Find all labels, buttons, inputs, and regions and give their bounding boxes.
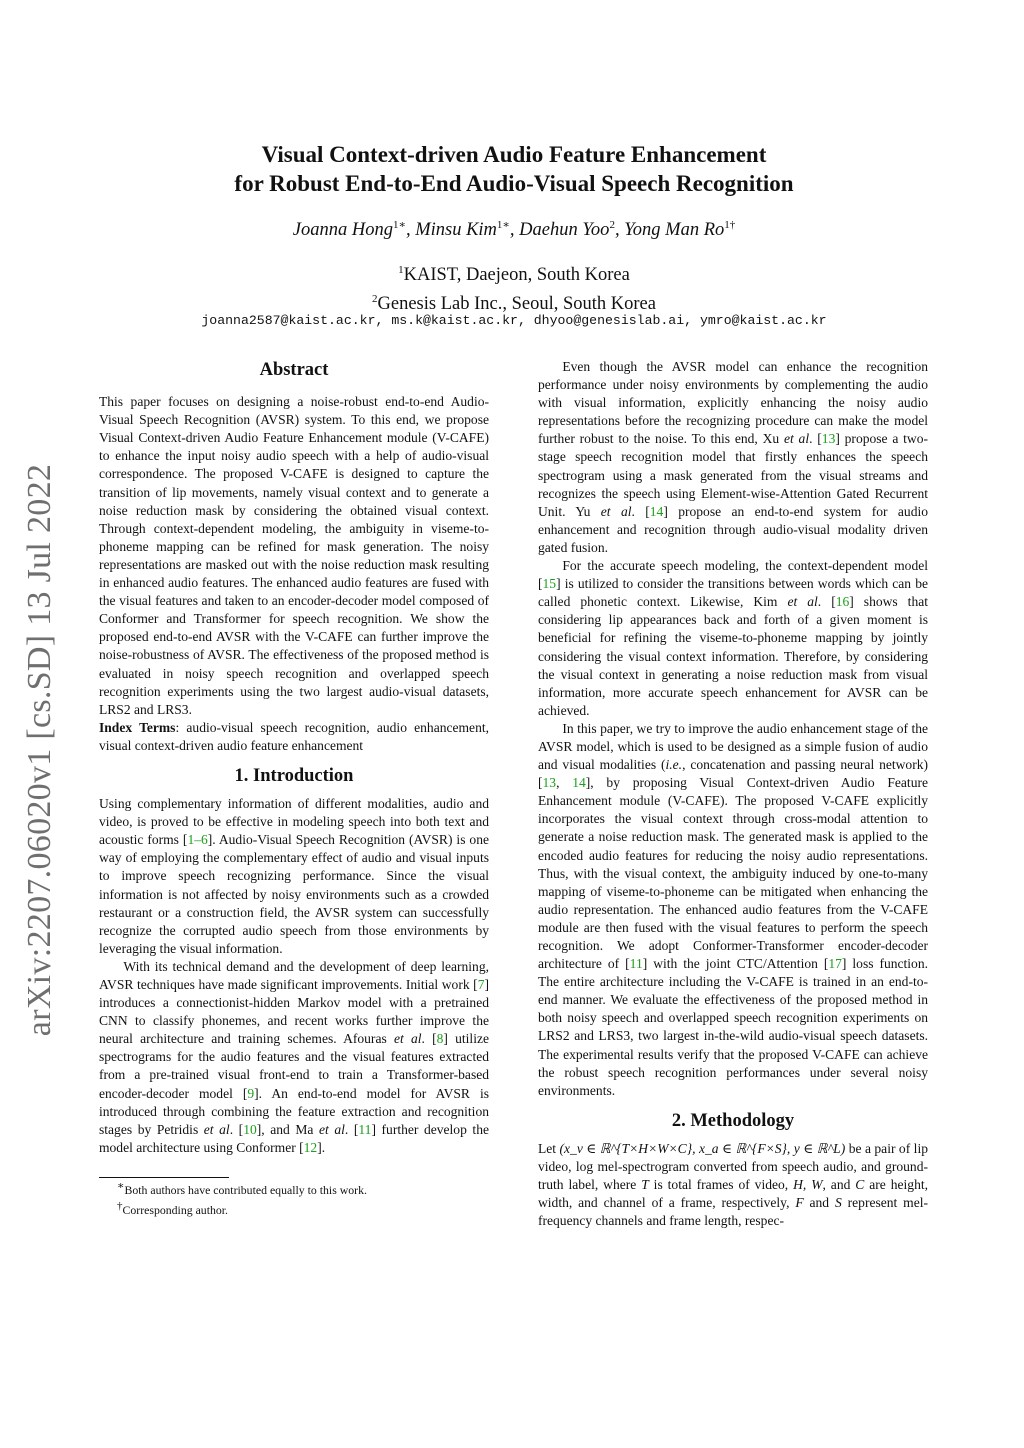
text-run: ] further develop the model architecture using Conformer [ — [99, 1121, 489, 1155]
math-variable: S — [834, 1195, 842, 1211]
affiliation-line — [100, 287, 928, 316]
text-run: et al — [787, 594, 818, 610]
text-run: et al — [600, 503, 632, 519]
citation-link[interactable]: 7 — [477, 977, 485, 992]
affiliations — [100, 258, 928, 316]
citation-link[interactable]: 14 — [572, 775, 586, 791]
left-column — [99, 358, 489, 1218]
text-run: ] with the joint CTC/Attention [ — [642, 956, 829, 972]
text-run: ] propose an end-to-end system for audio enhancement and recognition through audio-visual modality driven gated fusion. — [538, 503, 929, 555]
text-run: be a pair of lip video, log mel-spectrogram converted from speech audio, and ground-truth label, where — [538, 1140, 928, 1193]
arxiv-identifier: arXiv:2207.06020v1 [cs.SD] 13 Jul 2022 — [21, 463, 58, 1037]
author-mark: 1∗ — [496, 219, 510, 231]
text-run: Even though the AVSR model can enhance the recognition performance under noisy environments by complementing the audio with visual information, explicitly enhancing the noisy audio representations before the recognizing procedure can make the model further robust to the noise. To this end, Xu — [538, 359, 928, 447]
text-run: ], and Ma — [256, 1121, 319, 1137]
citation-link[interactable]: 13 — [821, 431, 836, 447]
text-run: ] shows that considering lip appearances back and forth of a given moment is beneficial for refining the viseme-to-phoneme mapping by jointly considering the visual context information. Therefore, by considering the visual context in generating a noise reduction mask from visual information, more accurate speech enhancement for AVSR can be achieved. — [538, 594, 928, 718]
citation-link[interactable]: 13 — [542, 775, 557, 791]
affiliation-mark: 1 — [398, 264, 404, 276]
text-run: , — [556, 775, 573, 791]
footnote-text: Corresponding author. — [122, 1202, 229, 1217]
citation-link[interactable]: 8 — [436, 1031, 444, 1047]
text-run: . [ — [229, 1121, 244, 1137]
text-run: and — [803, 1195, 835, 1211]
text-run: ] introduces a connectionist-hidden Markov model with a pretrained CNN to classify phonemes, and recent works further improve the neural architecture and training schemes. Afouras — [99, 977, 489, 1047]
intro-paragraph-3 — [538, 358, 928, 557]
text-run: i.e. — [665, 757, 683, 773]
author-separator: , — [509, 220, 520, 241]
text-run: ]. An end-to-end model for AVSR is introduced through combining the feature extraction and recognition stages by Petridis — [99, 1085, 489, 1137]
text-run: , and — [822, 1177, 856, 1193]
affiliation-mark: 2 — [372, 293, 378, 306]
text-run: ] loss function. The entire architecture including the V-CAFE is trained in an end-to-end manner. We evaluate the effectiveness of the proposed method in both noisy speech and overlapped speech recognition experiments on LRS2 and LRS3, two largest in-the-wild audio-visual speech datasets. The experimental results verify that the proposed V-CAFE can achieve the robust speech recognition performances under several noisy environments. — [538, 956, 928, 1098]
citation-link[interactable]: 15 — [542, 576, 557, 592]
affiliation-text: Genesis Lab Inc., Seoul, South Korea — [377, 294, 656, 315]
author-separator: , — [614, 220, 625, 241]
text-run: . [ — [421, 1031, 437, 1047]
citation-link[interactable]: 14 — [649, 503, 664, 519]
citation-link[interactable]: 9 — [247, 1085, 255, 1101]
index-terms-label: Index Terms — [99, 719, 176, 735]
math-variable: C — [855, 1177, 865, 1193]
footnote-2 — [99, 1198, 489, 1218]
text-run: et al — [783, 431, 810, 447]
citation-link[interactable]: 17 — [828, 956, 842, 972]
text-run: Let — [538, 1140, 560, 1156]
intro-paragraph-5 — [538, 720, 928, 1100]
text-run: Using complementary information of different modalities, audio and video, is proved to be effective in modeling speech into both text and acoustic forms [ — [99, 796, 489, 848]
introduction-heading: 1. Introduction — [234, 765, 354, 786]
text-run: et al — [393, 1031, 422, 1047]
right-column — [538, 358, 928, 1230]
text-run: ] is utilized to consider the transitions between words which can be called phonetic context. Likewise, Kim — [538, 576, 928, 610]
index-terms-text: : audio-visual speech recognition, audio enhancement, visual context-driven audio feature enhancement — [99, 719, 489, 753]
intro-paragraph-4 — [538, 557, 928, 720]
author-separator: , — [405, 220, 416, 241]
text-run: . [ — [809, 431, 822, 447]
text-run: ]. Audio-Visual Speech Recognition (AVSR) is one way of employing the complementary effect of audio and visual inputs to improve speech recognizing performance. Since the visual information is not affected by noisy environments such as a crowded restaurant or a construction field, the AVSR system can successfully recognize the corrupted audio speech from those environments by leveraging the visual information. — [99, 832, 489, 956]
paper-title — [100, 140, 928, 198]
affiliation-line — [100, 258, 928, 287]
text-run: . [ — [817, 594, 836, 610]
text-run: . [ — [631, 503, 650, 519]
affiliation-text: KAIST, Daejeon, South Korea — [403, 265, 630, 286]
title-line-1: Visual Context-driven Audio Feature Enhancement — [261, 142, 767, 167]
math-variable: T — [641, 1177, 649, 1193]
text-run: ] utilize spectrograms for the audio features and the visual features extracted from a pre-trained visual front-end to train a Transformer-based encoder-decoder model [ — [99, 1031, 489, 1101]
math-expression: (x_v ∈ ℝ^{T×H×W×C}, x_a ∈ ℝ^{F×S}, y ∈ ℝ^L) — [559, 1140, 846, 1156]
footnote-mark: † — [117, 1199, 123, 1212]
author-emails: joanna2587@kaist.ac.kr, ms.k@kaist.ac.kr, dhyoo@genesislab.ai, ymro@kaist.ac.kr — [201, 313, 827, 328]
text-run: is total frames of video, — [648, 1177, 794, 1193]
math-variable: F — [795, 1195, 804, 1211]
methodology-heading: 2. Methodology — [671, 1110, 795, 1131]
methodology-paragraph-1 — [538, 1140, 928, 1230]
citation-link[interactable]: 12 — [303, 1139, 318, 1155]
text-run: For the accurate speech modeling, the context-dependent model [ — [538, 558, 928, 592]
text-run: , concatenation and passing neural network) [ — [538, 757, 928, 791]
citation-link[interactable]: 11 — [358, 1121, 372, 1137]
citation-link[interactable]: 16 — [835, 594, 850, 610]
footnote-1 — [99, 1178, 489, 1198]
intro-paragraph-1 — [99, 795, 489, 958]
author-mark: 1∗ — [392, 219, 406, 231]
author-name: Joanna Hong — [292, 220, 393, 241]
title-line-2: for Robust End-to-End Audio-Visual Speech Recognition — [234, 171, 794, 196]
text-run: represent mel-frequency channels and frame length, respec- — [538, 1195, 929, 1229]
author-name: Minsu Kim — [415, 220, 497, 241]
intro-paragraph-2 — [99, 958, 489, 1157]
footnote-mark: ∗ — [117, 1179, 125, 1192]
text-run: ] propose a two-stage speech recognition model that firstly enhances the speech spectrogram using a mask generated from the visual streams and recognizes the speech using Element-wise-Attention Gated Recurrent Unit. Yu — [538, 431, 928, 519]
text-run: ]. — [317, 1139, 326, 1155]
text-run: ], by proposing Visual Context-driven Audio Feature Enhancement module (V-CAFE). The proposed V-CAFE explicitly incorporates the visual context through cross-modal attention to generate a noise reduction mask. The generated mask is applied to the encoded audio features for reducing the noisy audio representations. Thus, with the visual context, the ambiguity induced by one-to-many mapping of viseme-to-phoneme can be mitigated when enhancing the audio representation. The enhanced audio features from the V-CAFE module are then fused with the visual features to perform the speech recognition. We adopt Conformer-Transformer encoder-decoder architecture of [ — [538, 775, 928, 972]
footnote-text: Both authors have contributed equally to this work. — [124, 1182, 367, 1197]
author-mark: 1† — [724, 219, 736, 231]
text-run: With its technical demand and the development of deep learning, AVSR techniques have made significant improvements. Initial work [ — [99, 958, 489, 992]
index-terms — [99, 719, 489, 755]
citation-link[interactable]: 10 — [243, 1121, 257, 1137]
author-list — [100, 218, 928, 241]
abstract-heading: Abstract — [259, 360, 329, 380]
citation-link[interactable]: 11 — [629, 956, 643, 972]
author-name: Yong Man Ro — [624, 220, 725, 241]
abstract-body: This paper focuses on designing a noise-robust end-to-end Audio-Visual Speech Recognition (AVSR) system. To this end, we propose Visual Context-driven Audio Feature Enhancement module (V-CAFE) to enhance the input noisy audio speech with a help of audio-visual correspondence. The proposed V-CAFE is designed to capture the transition of lip movements, namely visual context and to generate a noise reduction mask by considering the obtained visual context. Through context-dependent modeling, the ambiguity in viseme-to-phoneme mapping can be refined for mask generation. The noisy representations are masked out with the noise reduction mask resulting in enhanced audio features. The enhanced audio features are fused with the visual features and taken to an encoder-decoder model composed of Conformer and Transformer for speech recognition. We show the proposed end-to-end AVSR with the V-CAFE can further improve the noise-robustness of AVSR. The effectiveness of the proposed method is evaluated in noisy speech recognition and overlapped speech recognition experiments using the two largest audio-visual datasets, LRS2 and LRS3. — [99, 394, 489, 717]
citation-link[interactable]: 1–6 — [187, 832, 208, 848]
author-mark: 2 — [609, 219, 615, 231]
text-run: et al — [319, 1121, 345, 1137]
arxiv-sidebar — [10, 440, 70, 1060]
text-run: et al — [203, 1121, 230, 1137]
author-name: Daehun Yoo — [519, 220, 610, 241]
text-run: are height, width, and channel of a frame, respectively, — [538, 1177, 928, 1211]
text-run: In this paper, we try to improve the audio enhancement stage of the AVSR model, which is used to be designed as a simple fusion of audio and visual modalities ( — [538, 720, 928, 773]
text-run: . [ — [344, 1121, 359, 1137]
math-variable: H, W — [793, 1177, 823, 1193]
